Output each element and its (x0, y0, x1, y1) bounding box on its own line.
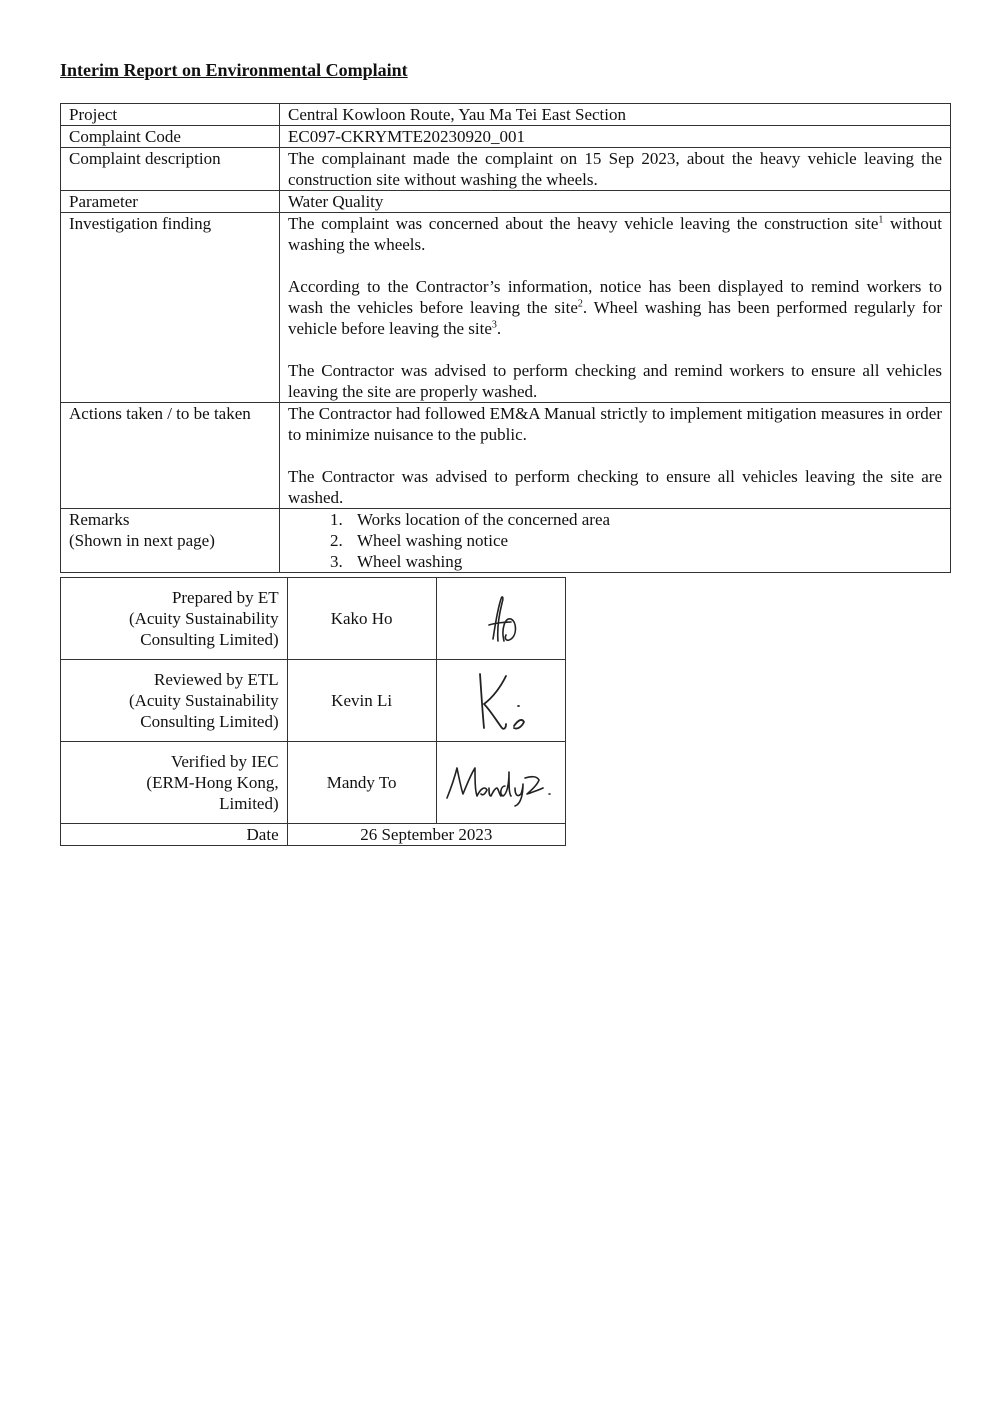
remarks-subtitle: (Shown in next page) (69, 531, 215, 550)
investigation-finding-label: Investigation finding (61, 213, 280, 403)
reviewed-role (61, 660, 288, 742)
table-row-finding (61, 213, 951, 403)
reviewed-role-line-3: Consulting Limited) (140, 712, 279, 731)
prepared-role (61, 578, 288, 660)
date-value: 26 September 2023 (287, 824, 565, 846)
signature-row-reviewed (61, 660, 566, 742)
signature-row-date (61, 824, 566, 846)
signature-kevin-li (466, 666, 536, 736)
remarks-value (280, 509, 951, 573)
date-label: Date (61, 824, 288, 846)
verified-name: Mandy To (287, 742, 436, 824)
signature-row-prepared (61, 578, 566, 660)
reviewed-role-line-1: Reviewed by ETL (153, 670, 279, 689)
actions-label: Actions taken / to be taken (61, 403, 280, 509)
project-value: Central Kowloon Route, Yau Ma Tei East Section (280, 104, 951, 126)
verified-role-line-3: Limited) (219, 794, 279, 813)
list-item: 3. Wheel washing (347, 551, 942, 572)
remarks-label (61, 509, 280, 573)
reviewed-role-line-2: (Acuity Sustainability (128, 691, 279, 710)
table-row-parameter (61, 191, 951, 213)
complaint-info-table (60, 103, 951, 573)
table-row-description (61, 148, 951, 191)
complaint-code-label: Complaint Code (61, 126, 280, 148)
finding-text-1-tail: without washing the wheels. (288, 214, 942, 254)
finding-text-2b: . Wheel washing has been performed regularly for vehicle before leaving the site (288, 298, 943, 338)
list-item: 1. Works location of the concerned area (347, 509, 942, 530)
signature-mandy-to (441, 758, 561, 808)
complaint-code-value: EC097-CKRYMTE20230920_001 (280, 126, 951, 148)
reviewed-signature (436, 660, 565, 742)
finding-text-1: The complaint was concerned about the heavy vehicle leaving the construction site (288, 214, 879, 233)
actions-value (280, 403, 951, 509)
reviewed-name: Kevin Li (287, 660, 436, 742)
complaint-description-label: Complaint description (61, 148, 280, 191)
verified-role-line-2: (ERM-Hong Kong, (146, 773, 279, 792)
footnote-3: 3 (491, 319, 497, 331)
finding-text-2a: According to the Contractor’s information, notice has been displayed to remind workers to wash the vehicles before leaving the site (288, 277, 942, 317)
remarks-list (288, 509, 942, 572)
footnote-2: 2 (577, 298, 583, 310)
verified-role (61, 742, 288, 824)
verified-signature (436, 742, 565, 824)
prepared-role-line-1: Prepared by ET (171, 588, 279, 607)
footnote-1: 1 (878, 214, 884, 226)
parameter-value: Water Quality (280, 191, 951, 213)
complaint-description-value: The complainant made the complaint on 15 Sep 2023, about the heavy vehicle leaving the construction site without washing the wheels. (280, 148, 951, 191)
project-label: Project (61, 104, 280, 126)
prepared-signature (436, 578, 565, 660)
signature-kako-ho (471, 589, 531, 649)
prepared-role-line-3: Consulting Limited) (140, 630, 279, 649)
finding-text-2c: . (496, 319, 502, 338)
page-title: Interim Report on Environmental Complaint (60, 60, 408, 80)
signature-row-verified (61, 742, 566, 824)
list-item: 2. Wheel washing notice (347, 530, 942, 551)
prepared-role-line-2: (Acuity Sustainability (128, 609, 279, 628)
signature-table (60, 577, 566, 846)
remarks-title: Remarks (69, 510, 130, 529)
actions-paragraph-1: The Contractor had followed EM&A Manual strictly to implement mitigation measures in order to minimize nuisance to the public. (288, 404, 942, 444)
parameter-label: Parameter (61, 191, 280, 213)
table-row-code (61, 126, 951, 148)
investigation-finding-value (280, 213, 951, 403)
verified-role-line-1: Verified by IEC (170, 752, 279, 771)
finding-paragraph-3: The Contractor was advised to perform checking and remind workers to ensure all vehicles leaving the site are properly washed. (288, 361, 942, 401)
finding-paragraph-2 (288, 276, 942, 339)
table-row-actions (61, 403, 951, 509)
actions-paragraph-2: The Contractor was advised to perform checking to ensure all vehicles leaving the site are washed. (288, 467, 942, 507)
finding-paragraph-1 (288, 213, 942, 255)
table-row-project (61, 104, 951, 126)
prepared-name: Kako Ho (287, 578, 436, 660)
table-row-remarks (61, 509, 951, 573)
